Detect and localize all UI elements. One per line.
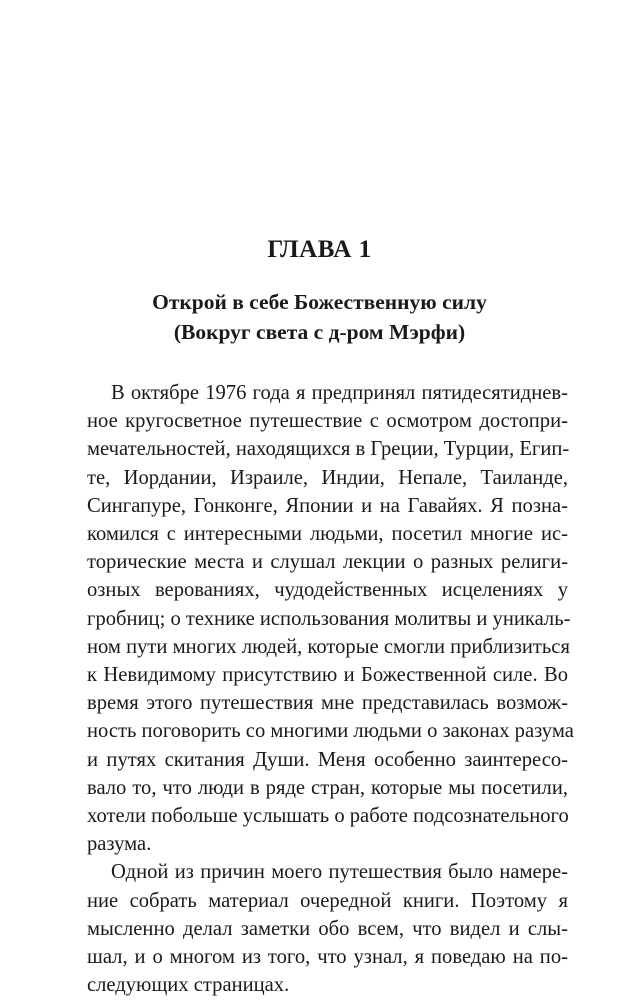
text-line: ном пути многих людей, которые смогли приблизиться bbox=[87, 635, 570, 658]
chapter-subtitle-line-1: Открой в себе Божественную силу bbox=[152, 290, 487, 314]
text-line: те, Иордании, Израиле, Индии, Непале, Таиланде, bbox=[87, 466, 568, 489]
text-line: мечательностей, находящихся в Греции, Турции, Егип- bbox=[87, 438, 570, 461]
text-line: и путях скитания Души. Меня особенно заинтересо- bbox=[87, 748, 568, 771]
text-line: ние собрать материал очередной книги. Поэтому я bbox=[87, 889, 568, 912]
chapter-title: ГЛАВА 1 bbox=[267, 236, 372, 263]
text-line: ность поговорить со многими людьми о законах разума bbox=[87, 720, 574, 743]
text-line: комился с интересными людьми, посетил многие ис- bbox=[87, 523, 568, 546]
text-line: В октябре 1976 года я предпринял пятидесятиднев- bbox=[111, 382, 568, 404]
text-line: разума. bbox=[87, 833, 152, 856]
paragraph bbox=[87, 379, 574, 858]
text-line: гробниц; о технике использования молитвы и уникаль- bbox=[87, 607, 571, 630]
text-line: время этого путешествия мне представилась возмож- bbox=[87, 692, 568, 715]
text-line: торические места и слушал лекции о разных религи- bbox=[87, 551, 568, 574]
chapter-subtitle-line-2: (Вокруг света с д-ром Мэрфи) bbox=[173, 320, 466, 344]
text-line: хотели побольше услышать о работе подсознательного bbox=[87, 805, 569, 828]
text-line: шал, и о многом из того, что узнал, я поведаю на по- bbox=[87, 946, 568, 969]
text-line: ное кругосветное путешествие с осмотром достопри- bbox=[87, 410, 568, 433]
text-line: вало то, что люди в ряде стран, которые мы посетили, bbox=[87, 776, 568, 799]
text-line: Сингапуре, Гонконге, Японии и на Гавайях. Я позна- bbox=[87, 494, 568, 517]
text-line: озных верованиях, чудодейственных исцелениях у bbox=[87, 579, 568, 602]
chapter-subtitle bbox=[0, 287, 639, 347]
text-line: мысленно делал заметки обо всем, что видел и слы- bbox=[87, 917, 568, 940]
text-line: следующих страницах. bbox=[87, 974, 290, 997]
text-line: к Невидимому присутствию и Божественной силе. Во bbox=[87, 664, 568, 687]
chapter-body bbox=[87, 379, 574, 999]
paragraph bbox=[87, 858, 568, 999]
text-line: Одной из причин моего путешествия было намере- bbox=[111, 861, 568, 884]
